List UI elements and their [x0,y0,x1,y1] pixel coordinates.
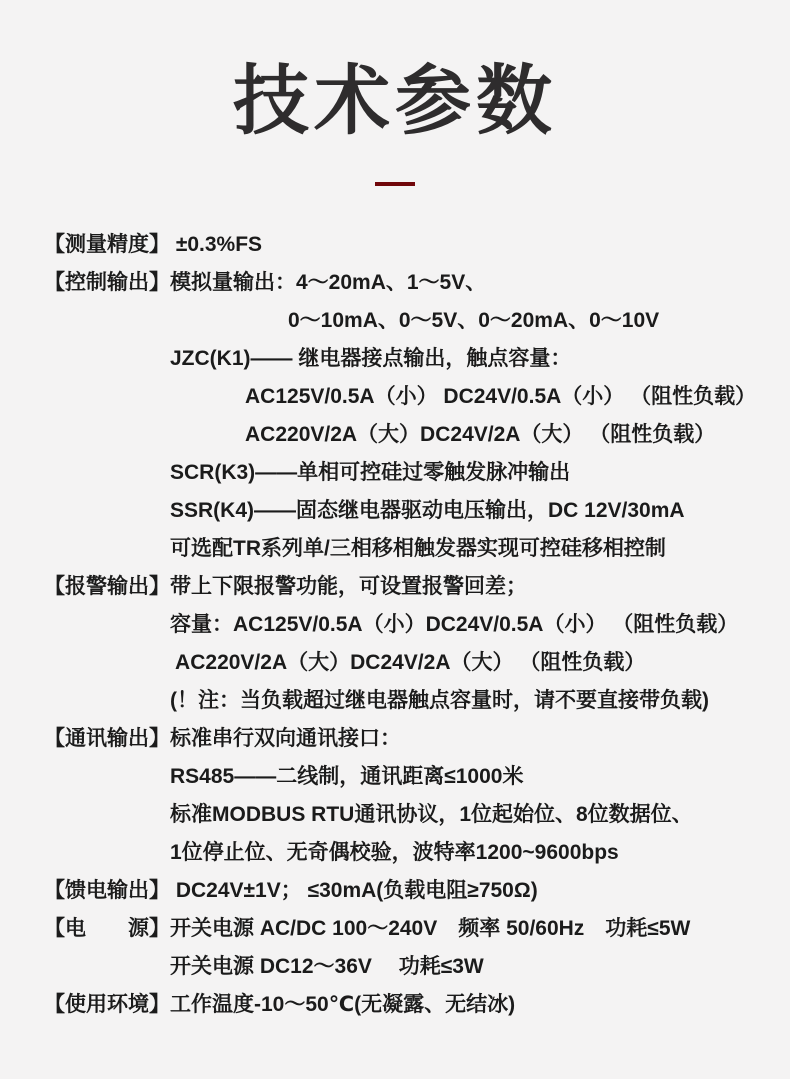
spec-text: AC220V/2A（大）DC24V/2A（大） （阻性负载） [170,650,646,674]
spec-text: SSR(K4)——固态继电器驱动电压输出，DC 12V/30mA [170,498,685,522]
page-title: 技术参数 [233,59,557,144]
spec-row [44,530,770,568]
spec-text: 1位停止位、无奇偶校验，波特率1200~9600bps [170,840,619,864]
spec-label: 【通讯输出】 [44,726,170,750]
spec-text: 模拟量输出：4～20mA、1～5V、 [170,270,487,294]
spec-text: 带上下限报警功能，可设置报警回差； [170,574,527,598]
spec-row [44,910,770,948]
spec-row [44,226,770,264]
spec-row [44,986,770,1024]
spec-label: 【控制输出】 [44,270,170,294]
spec-row [44,872,770,910]
spec-text: 可选配TR系列单/三相移相触发器实现可控硅移相控制 [170,536,666,560]
spec-list [0,226,790,1024]
spec-text: RS485——二线制，通讯距离≤1000米 [170,764,524,788]
spec-row [44,606,770,644]
spec-row [44,492,770,530]
spec-text: JZC(K1)—— 继电器接点输出，触点容量： [170,346,572,370]
spec-label: 【馈电输出】 [44,878,170,902]
spec-text: 工作温度-10～50℃(无凝露、无结冰) [170,992,516,1016]
spec-label: 【使用环境】 [44,992,170,1016]
spec-row [44,454,770,492]
spec-label: 【报警输出】 [44,574,170,598]
spec-text: 开关电源 DC12～36V 功耗≤3W [170,954,484,978]
spec-row [44,644,770,682]
spec-row [44,264,770,302]
spec-row [44,720,770,758]
spec-text: 标准MODBUS RTU通讯协议，1位起始位、8位数据位、 [170,802,693,826]
spec-row [44,378,770,416]
spec-label: 【电 源】 [44,916,170,940]
spec-row [44,302,770,340]
spec-text: AC220V/2A（大）DC24V/2A（大） （阻性负载） [245,422,716,446]
spec-text: SCR(K3)——单相可控硅过零触发脉冲输出 [170,460,571,484]
title-divider [375,182,415,186]
spec-row [44,568,770,606]
spec-row [44,948,770,986]
spec-text: 容量：AC125V/0.5A（小）DC24V/0.5A（小） （阻性负载） [170,612,739,636]
spec-text: 标准串行双向通讯接口： [170,726,401,750]
spec-text: 0～10mA、0～5V、0～20mA、0～10V [288,308,660,332]
spec-row [44,796,770,834]
spec-text: ±0.3%FS [170,232,263,256]
spec-row [44,682,770,720]
spec-row [44,834,770,872]
spec-text: 开关电源 AC/DC 100～240V 频率 50/60Hz 功耗≤5W [170,916,691,940]
spec-row [44,416,770,454]
spec-row [44,340,770,378]
spec-text: (！注：当负载超过继电器触点容量时，请不要直接带负载) [170,688,709,712]
spec-label: 【测量精度】 [44,232,170,256]
spec-text: DC24V±1V； ≤30mA(负载电阻≥750Ω) [170,878,538,902]
spec-text: AC125V/0.5A（小） DC24V/0.5A（小） （阻性负载） [245,384,757,408]
spec-row [44,758,770,796]
